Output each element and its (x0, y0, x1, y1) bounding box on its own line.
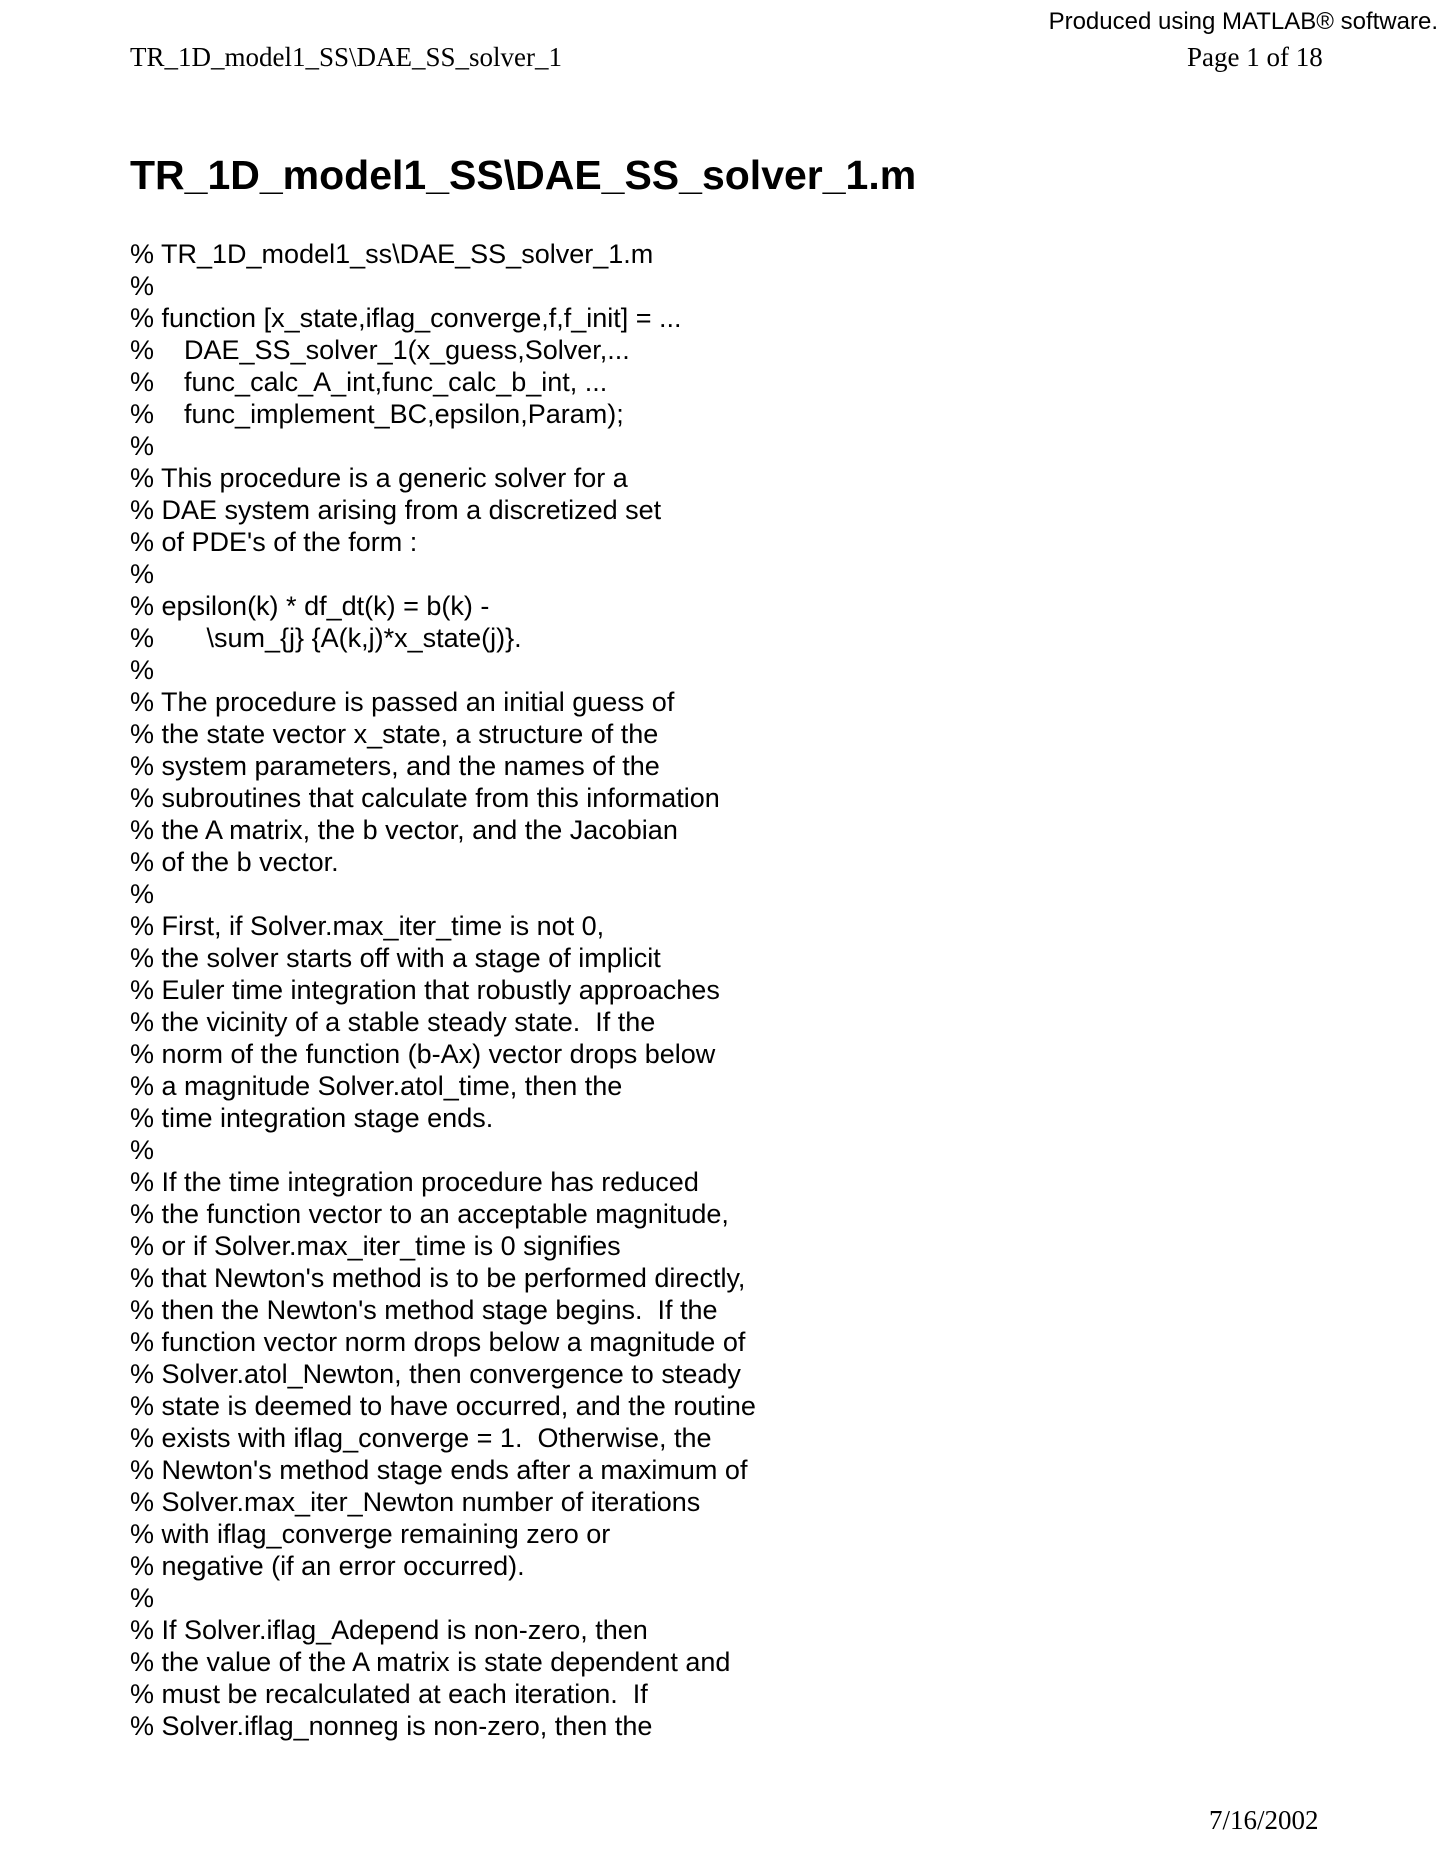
code-line: % (130, 559, 155, 589)
code-line: % negative (if an error occurred). (130, 1551, 525, 1581)
code-line: % of the b vector. (130, 847, 339, 877)
code-line: % If Solver.iflag_Adepend is non-zero, then (130, 1615, 648, 1645)
code-line: % of PDE's of the form : (130, 527, 418, 557)
page-number: Page 1 of 18 (1187, 42, 1323, 72)
code-listing (130, 238, 1030, 1742)
code-line: % If the time integration procedure has reduced (130, 1167, 699, 1197)
code-line: % the A matrix, the b vector, and the Jacobian (130, 815, 678, 845)
code-line: % Solver.max_iter_Newton number of iterations (130, 1487, 701, 1517)
code-line: % the function vector to an acceptable magnitude, (130, 1199, 729, 1229)
code-line: % First, if Solver.max_iter_time is not 0, (130, 911, 605, 941)
code-line: % epsilon(k) * df_dt(k) = b(k) - (130, 591, 490, 621)
code-line: % function [x_state,iflag_converge,f,f_init] = ... (130, 303, 682, 333)
code-line: % (130, 1583, 155, 1613)
code-line: % system parameters, and the names of the (130, 751, 660, 781)
code-line: % the solver starts off with a stage of implicit (130, 943, 661, 973)
code-line: % the vicinity of a stable steady state. If the (130, 1007, 656, 1037)
code-line: % func_calc_A_int,func_calc_b_int, ... (130, 367, 608, 397)
code-line: % with iflag_converge remaining zero or (130, 1519, 611, 1549)
code-line: % This procedure is a generic solver for a (130, 463, 628, 493)
code-line: % (130, 655, 155, 685)
code-line: % \sum_{j} {A(k,j)*x_state(j)}. (130, 623, 522, 653)
code-line: % exists with iflag_converge = 1. Otherwise, the (130, 1423, 712, 1453)
code-line: % Newton's method stage ends after a maximum of (130, 1455, 748, 1485)
code-line: % that Newton's method is to be performed directly, (130, 1263, 746, 1293)
code-line: % (130, 271, 155, 301)
code-line: % DAE system arising from a discretized set (130, 495, 662, 525)
code-line: % must be recalculated at each iteration. If (130, 1679, 648, 1709)
code-line: % then the Newton's method stage begins. If the (130, 1295, 718, 1325)
code-line: % Solver.atol_Newton, then convergence to steady (130, 1359, 741, 1389)
code-line: % (130, 1135, 155, 1165)
footer-date: 7/16/2002 (1209, 1805, 1319, 1835)
code-line: % The procedure is passed an initial guess of (130, 687, 675, 717)
document-title: TR_1D_model1_SS\DAE_SS_solver_1.m (130, 152, 917, 198)
code-line: % or if Solver.max_iter_time is 0 signifies (130, 1231, 621, 1261)
header-filename: TR_1D_model1_SS\DAE_SS_solver_1 (130, 42, 563, 72)
code-line: % norm of the function (b-Ax) vector drops below (130, 1039, 716, 1069)
code-line: % DAE_SS_solver_1(x_guess,Solver,... (130, 335, 630, 365)
code-line: % func_implement_BC,epsilon,Param); (130, 399, 624, 429)
code-line: % a magnitude Solver.atol_time, then the (130, 1071, 623, 1101)
code-line: % TR_1D_model1_ss\DAE_SS_solver_1.m (130, 239, 654, 269)
matlab-watermark: Produced using MATLAB® software. (1048, 8, 1438, 35)
code-line: % (130, 879, 155, 909)
code-line: % Solver.iflag_nonneg is non-zero, then the (130, 1711, 653, 1741)
code-line: % the state vector x_state, a structure of the (130, 719, 659, 749)
code-line: % Euler time integration that robustly approaches (130, 975, 720, 1005)
code-line: % subroutines that calculate from this information (130, 783, 720, 813)
code-line: % the value of the A matrix is state dependent and (130, 1647, 731, 1677)
code-line: % state is deemed to have occurred, and the routine (130, 1391, 756, 1421)
code-line: % function vector norm drops below a magnitude of (130, 1327, 746, 1357)
code-line: % time integration stage ends. (130, 1103, 494, 1133)
code-line: % (130, 431, 155, 461)
